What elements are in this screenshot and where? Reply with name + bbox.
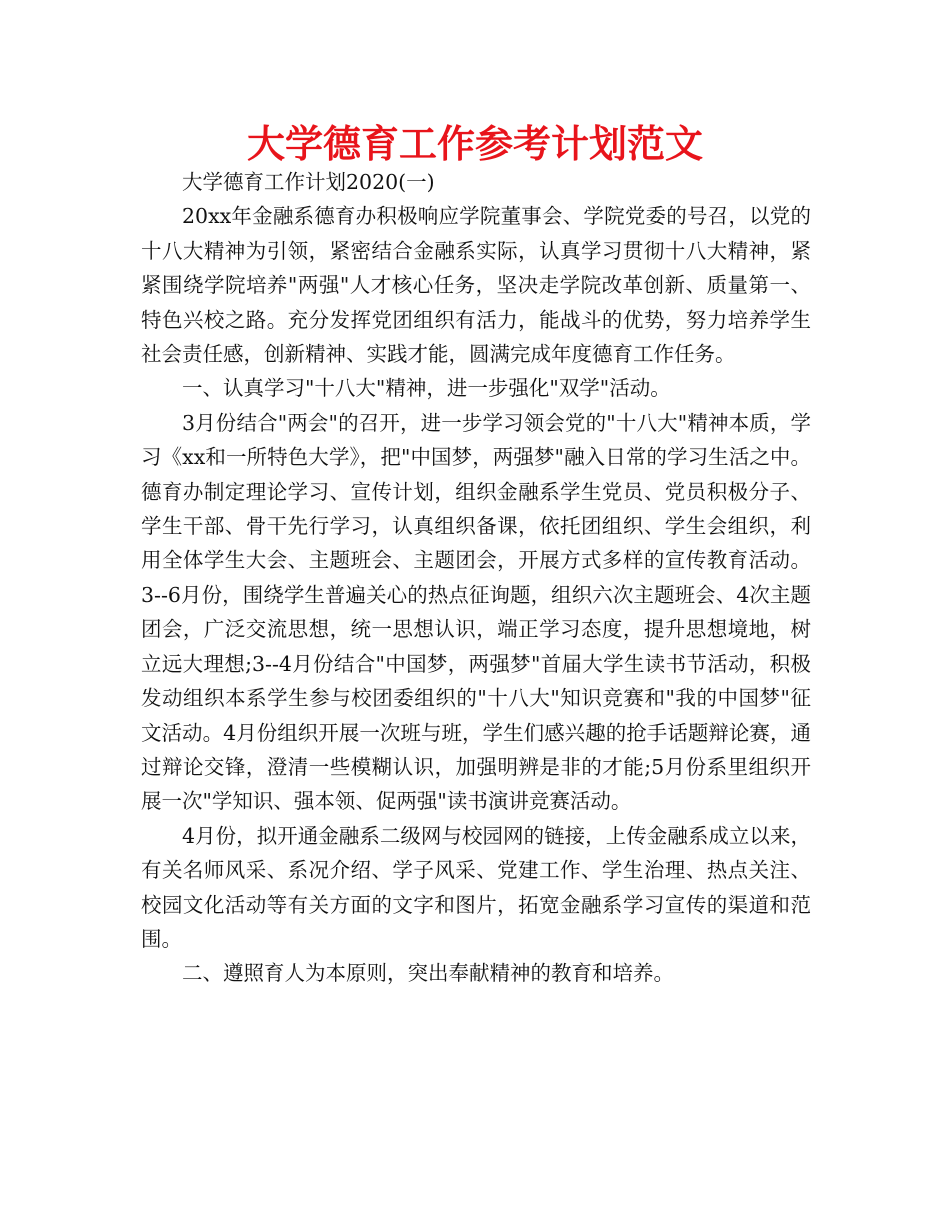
paragraph-subtitle: 大学德育工作计划2020(一) bbox=[182, 170, 435, 194]
paragraph: 4月份，拟开通金融系二级网与校园网的链接，上传金融系成立以来，有关名师风采、系况介绍、学子风采、党建工作、学生治理、热点关注、校园文化活动等有关方面的文字和图片，拓宽金融系学习宣传的渠道和范围。 bbox=[141, 823, 811, 951]
document-title: 大学德育工作参考计划范文 bbox=[246, 122, 703, 166]
section-heading: 二、遵照育人为本原则，突出奉献精神的教育和培养。 bbox=[182, 961, 674, 986]
section-heading: 一、认真学习"十八大"精神，进一步强化"双学"活动。 bbox=[182, 376, 671, 401]
paragraph: 3月份结合"两会"的召开，进一步学习领会党的"十八大"精神本质，学习《xx和一所特色大学》，把"中国梦，两强梦"融入日常的学习生活之中。德育办制定理论学习、宣传计划，组织金融系学生党员、党员积极分子、学生干部、骨干先行学习，认真组织备课，依托团组织、学生会组织，利用全体学生大会、主题班会、主题团会，开展方式多样的宣传教育活动。3--6月份，围绕学生普遍关心的热点征询题，组织六次主题班会、4次主题团会，广泛交流思想，统一思想认识，端正学习态度，提升思想境地，树立远大理想;3--4月份结合"中国梦，两强梦"首届大学生读书节活动，积极发动组织本系学生参与校团委组织的"十八大"知识竞赛和"我的中国梦"征文活动。4月份组织开展一次班与班，学生们感兴趣的抢手话题辩论赛，通过辩论交锋，澄清一些模糊认识，加强明辨是非的才能;5月份系里组织开展一次"学知识、强本领、促两强"读书演讲竞赛活动。 bbox=[141, 410, 811, 814]
document-body bbox=[141, 165, 811, 991]
paragraph: 20xx年金融系德育办积极响应学院董事会、学院党委的号召，以党的十八大精神为引领，紧密结合金融系实际，认真学习贯彻十八大精神，紧紧围绕学院培养"两强"人才核心任务，坚决走学院改革创新、质量第一、特色兴校之路。充分发挥党团组织有活力，能战斗的优势，努力培养学生社会责任感，创新精神、实践才能，圆满完成年度德育工作任务。 bbox=[141, 204, 811, 367]
